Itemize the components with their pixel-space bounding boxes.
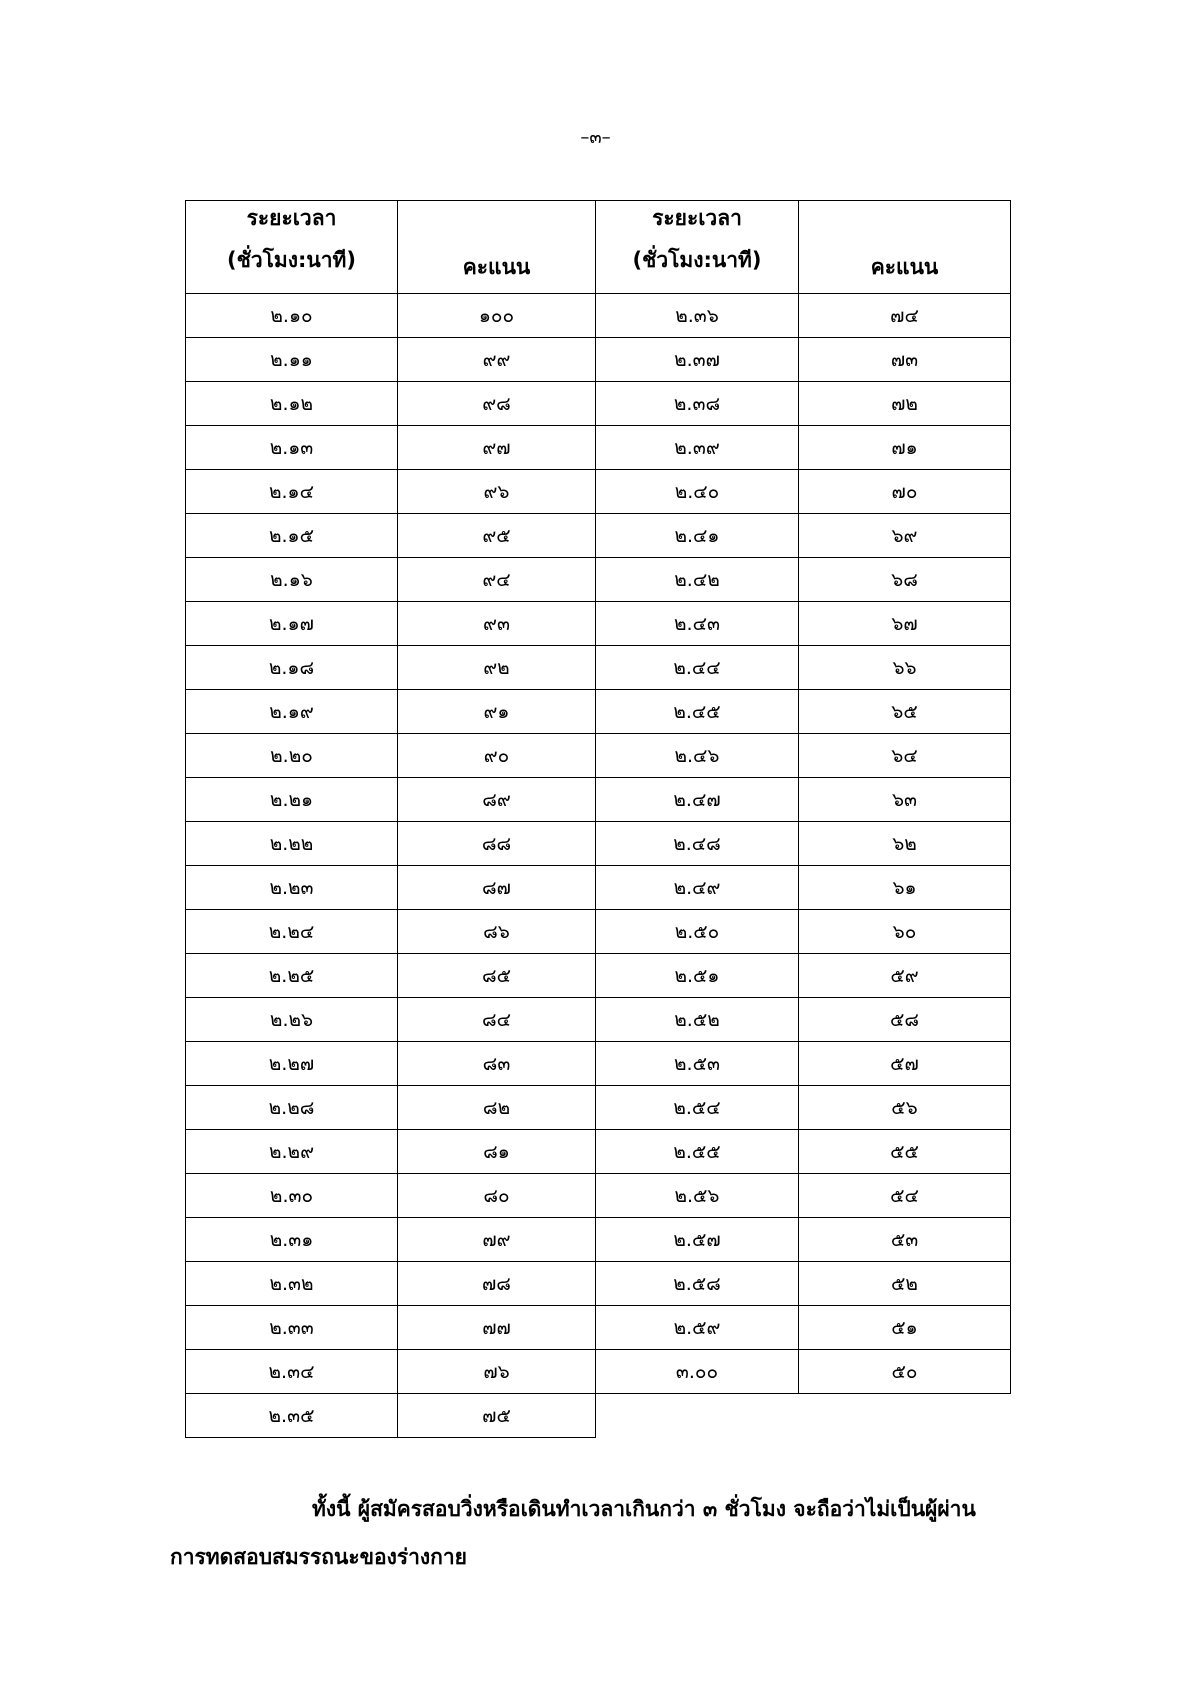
cell-left-time: ๒.๒๕	[186, 954, 398, 998]
score-table	[185, 200, 1011, 1438]
cell-right-score: ๖๓	[799, 778, 1011, 822]
cell-right-score: ๖๔	[799, 734, 1011, 778]
cell-left-time: ๒.๑๑	[186, 338, 398, 382]
cell-right-score: ๗๒	[799, 382, 1011, 426]
cell-left-score: ๘๘	[398, 822, 596, 866]
cell-right-time: ๒.๕๔	[596, 1086, 799, 1130]
cell-left-score: ๘๑	[398, 1130, 596, 1174]
cell-right-score: ๕๖	[799, 1086, 1011, 1130]
table-row	[186, 1042, 1011, 1086]
cell-right-score: ๕๘	[799, 998, 1011, 1042]
cell-right-time: ๒.๕๗	[596, 1218, 799, 1262]
cell-empty	[799, 1394, 1011, 1438]
cell-left-time: ๒.๓๑	[186, 1218, 398, 1262]
cell-left-time: ๒.๑๓	[186, 426, 398, 470]
table-row	[186, 1218, 1011, 1262]
cell-left-time: ๒.๒๘	[186, 1086, 398, 1130]
cell-left-score: ๗๗	[398, 1306, 596, 1350]
table-row	[186, 1350, 1011, 1394]
cell-left-time: ๒.๒๙	[186, 1130, 398, 1174]
cell-right-score: ๕๗	[799, 1042, 1011, 1086]
cell-right-score: ๗๑	[799, 426, 1011, 470]
cell-right-time: ๒.๔๕	[596, 690, 799, 734]
cell-left-time: ๒.๓๓	[186, 1306, 398, 1350]
cell-right-time: ๒.๔๒	[596, 558, 799, 602]
cell-right-time: ๒.๔๑	[596, 514, 799, 558]
cell-left-time: ๒.๓๔	[186, 1350, 398, 1394]
cell-left-time: ๒.๒๓	[186, 866, 398, 910]
cell-right-score: ๗๐	[799, 470, 1011, 514]
cell-right-score: ๖๙	[799, 514, 1011, 558]
table-row	[186, 778, 1011, 822]
cell-right-score: ๗๔	[799, 294, 1011, 338]
note-paragraph	[170, 1485, 1090, 1581]
table-row	[186, 514, 1011, 558]
cell-left-score: ๗๙	[398, 1218, 596, 1262]
cell-right-score: ๖๖	[799, 646, 1011, 690]
cell-left-time: ๒.๑๗	[186, 602, 398, 646]
cell-left-time: ๒.๑๒	[186, 382, 398, 426]
cell-left-time: ๒.๑๘	[186, 646, 398, 690]
cell-right-time: ๒.๕๖	[596, 1174, 799, 1218]
cell-right-time: ๒.๓๘	[596, 382, 799, 426]
cell-right-time: ๒.๔๗	[596, 778, 799, 822]
cell-left-score: ๘๙	[398, 778, 596, 822]
table-row	[186, 822, 1011, 866]
cell-left-score: ๗๕	[398, 1394, 596, 1438]
header-score-left: คะแนน	[398, 201, 596, 294]
cell-left-score: ๙๘	[398, 382, 596, 426]
table-row	[186, 1086, 1011, 1130]
cell-right-time: ๒.๔๖	[596, 734, 799, 778]
cell-left-time: ๒.๒๑	[186, 778, 398, 822]
table-row	[186, 294, 1011, 338]
cell-right-time: ๒.๕๐	[596, 910, 799, 954]
cell-left-score: ๘๐	[398, 1174, 596, 1218]
cell-left-score: ๙๒	[398, 646, 596, 690]
cell-left-time: ๒.๓๒	[186, 1262, 398, 1306]
table-row	[186, 1306, 1011, 1350]
cell-right-score: ๕๔	[799, 1174, 1011, 1218]
table-row	[186, 558, 1011, 602]
cell-left-score: ๘๒	[398, 1086, 596, 1130]
cell-left-time: ๒.๑๔	[186, 470, 398, 514]
table-row	[186, 866, 1011, 910]
cell-left-score: ๙๕	[398, 514, 596, 558]
cell-right-score: ๕๐	[799, 1350, 1011, 1394]
cell-left-score: ๙๐	[398, 734, 596, 778]
cell-left-score: ๙๔	[398, 558, 596, 602]
table-row	[186, 1174, 1011, 1218]
cell-right-score: ๖๗	[799, 602, 1011, 646]
cell-right-time: ๒.๕๑	[596, 954, 799, 998]
cell-left-score: ๙๖	[398, 470, 596, 514]
note-line-2: การทดสอบสมรรถนะของร่างกาย	[170, 1545, 467, 1569]
cell-left-time: ๒.๑๕	[186, 514, 398, 558]
cell-right-time: ๒.๓๗	[596, 338, 799, 382]
cell-right-time: ๒.๓๖	[596, 294, 799, 338]
cell-left-time: ๒.๑๐	[186, 294, 398, 338]
table-row	[186, 602, 1011, 646]
table-row	[186, 470, 1011, 514]
table-row	[186, 910, 1011, 954]
cell-empty	[596, 1394, 799, 1438]
cell-right-time: ๒.๕๕	[596, 1130, 799, 1174]
table-header-row	[186, 201, 1011, 294]
cell-right-time: ๒.๕๙	[596, 1306, 799, 1350]
table-row	[186, 646, 1011, 690]
cell-left-time: ๒.๒๒	[186, 822, 398, 866]
cell-left-time: ๒.๒๐	[186, 734, 398, 778]
cell-left-score: ๘๖	[398, 910, 596, 954]
cell-right-score: ๖๘	[799, 558, 1011, 602]
cell-right-score: ๖๒	[799, 822, 1011, 866]
cell-left-time: ๒.๑๙	[186, 690, 398, 734]
cell-right-score: ๕๒	[799, 1262, 1011, 1306]
cell-right-score: ๖๐	[799, 910, 1011, 954]
table-row	[186, 1130, 1011, 1174]
cell-right-time: ๒.๓๙	[596, 426, 799, 470]
cell-right-score: ๗๓	[799, 338, 1011, 382]
header-time-right: ระยะเวลา (ชั่วโมง:นาที)	[596, 201, 799, 294]
cell-right-score: ๕๓	[799, 1218, 1011, 1262]
cell-right-time: ๓.๐๐	[596, 1350, 799, 1394]
table-row	[186, 426, 1011, 470]
table-row	[186, 1394, 1011, 1438]
cell-left-time: ๒.๒๖	[186, 998, 398, 1042]
header-time-left: ระยะเวลา (ชั่วโมง:นาที)	[186, 201, 398, 294]
cell-right-score: ๕๙	[799, 954, 1011, 998]
table-row	[186, 734, 1011, 778]
page-number: –๓–	[580, 127, 611, 148]
cell-left-time: ๒.๓๕	[186, 1394, 398, 1438]
cell-left-score: ๙๙	[398, 338, 596, 382]
cell-right-time: ๒.๕๓	[596, 1042, 799, 1086]
table-row	[186, 338, 1011, 382]
cell-left-score: ๘๓	[398, 1042, 596, 1086]
cell-right-score: ๕๕	[799, 1130, 1011, 1174]
cell-left-time: ๒.๑๖	[186, 558, 398, 602]
cell-right-score: ๖๑	[799, 866, 1011, 910]
table-row	[186, 1262, 1011, 1306]
cell-left-score: ๘๗	[398, 866, 596, 910]
cell-right-time: ๒.๔๐	[596, 470, 799, 514]
cell-right-score: ๖๕	[799, 690, 1011, 734]
cell-left-score: ๘๔	[398, 998, 596, 1042]
cell-left-score: ๘๕	[398, 954, 596, 998]
table-row	[186, 690, 1011, 734]
table-row	[186, 382, 1011, 426]
cell-left-score: ๙๑	[398, 690, 596, 734]
cell-right-time: ๒.๔๙	[596, 866, 799, 910]
cell-left-score: ๙๗	[398, 426, 596, 470]
cell-right-time: ๒.๔๔	[596, 646, 799, 690]
cell-right-time: ๒.๔๓	[596, 602, 799, 646]
note-line-1: ทั้งนี้ ผู้สมัครสอบวิ่งหรือเดินทำเวลาเกินกว่า ๓ ชั่วโมง จะถือว่าไม่เป็นผู้ผ่าน	[312, 1497, 976, 1521]
cell-right-score: ๕๑	[799, 1306, 1011, 1350]
cell-right-time: ๒.๕๘	[596, 1262, 799, 1306]
cell-left-score: ๗๘	[398, 1262, 596, 1306]
table-row	[186, 998, 1011, 1042]
cell-left-score: ๗๖	[398, 1350, 596, 1394]
cell-left-time: ๒.๓๐	[186, 1174, 398, 1218]
header-score-right: คะแนน	[799, 201, 1011, 294]
table-row	[186, 954, 1011, 998]
cell-left-time: ๒.๒๗	[186, 1042, 398, 1086]
cell-left-score: ๙๓	[398, 602, 596, 646]
cell-left-score: ๑๐๐	[398, 294, 596, 338]
cell-right-time: ๒.๕๒	[596, 998, 799, 1042]
cell-right-time: ๒.๔๘	[596, 822, 799, 866]
cell-left-time: ๒.๒๔	[186, 910, 398, 954]
